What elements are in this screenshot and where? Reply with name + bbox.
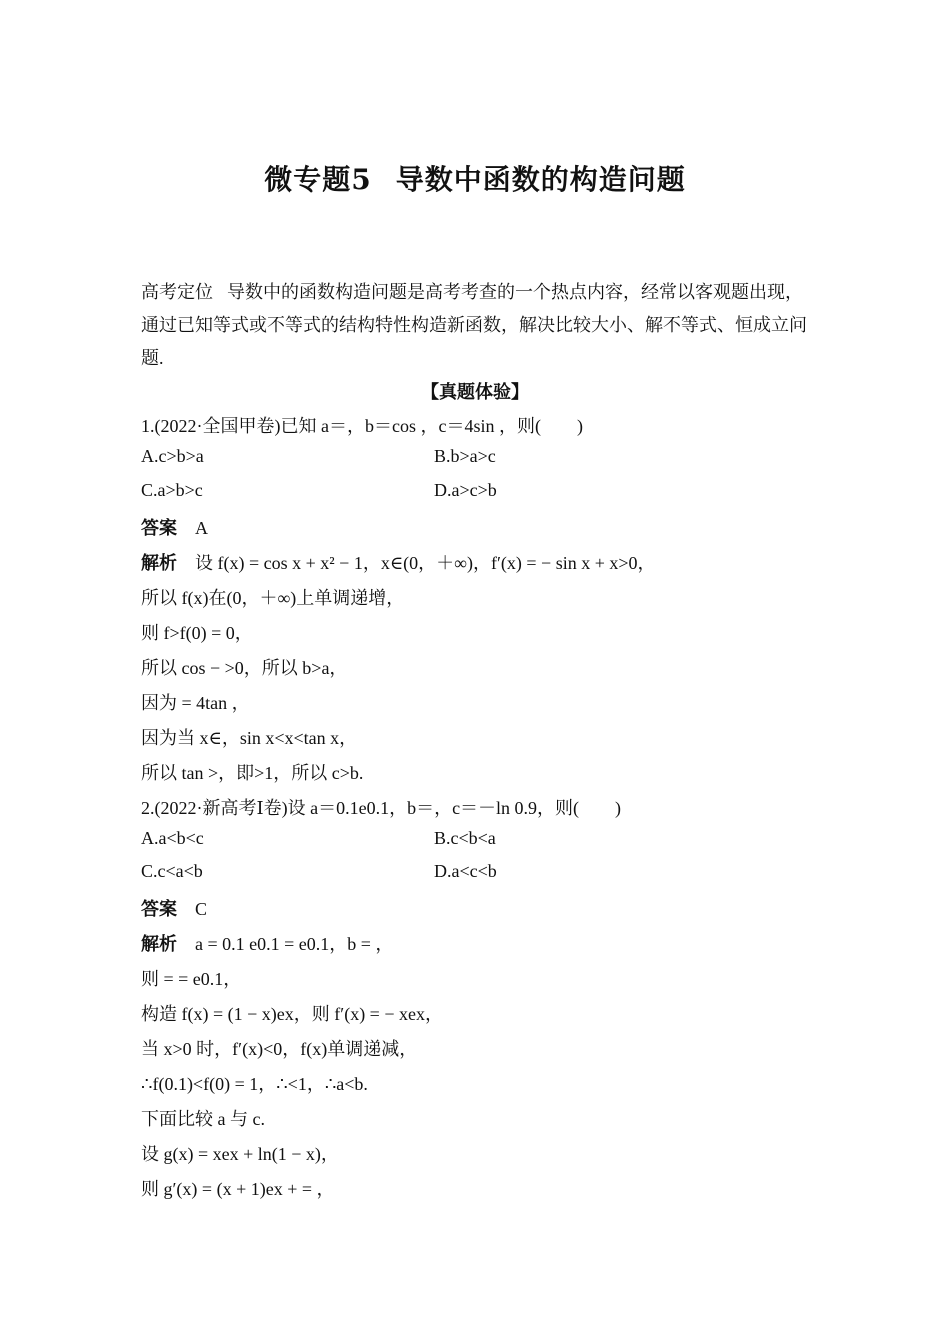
title-prefix: 微专题5 bbox=[264, 163, 372, 196]
intro-lead: 高考定位 bbox=[141, 282, 213, 302]
answer-label: 答案 bbox=[141, 899, 177, 919]
q1-answer bbox=[141, 514, 208, 540]
page-title bbox=[0, 158, 950, 198]
q2-option-a: A.a<b<c bbox=[141, 828, 204, 848]
section-heading: 【真题体验】 bbox=[421, 382, 529, 402]
analysis-label: 解析 bbox=[141, 934, 177, 954]
intro-paragraph bbox=[141, 276, 811, 375]
q2-answer bbox=[141, 895, 207, 921]
answer-label: 答案 bbox=[141, 518, 177, 538]
q1-analysis-line bbox=[141, 549, 656, 575]
q1-option-d: D.a>c>b bbox=[434, 480, 497, 500]
q2-answer-value: C bbox=[195, 899, 208, 919]
q2-analysis-line: 设 g(x) = xex + ln(1 − x)， bbox=[141, 1144, 339, 1164]
q2-analysis-text: a = 0.1 e0.1 = e0.1，b = ， bbox=[195, 934, 394, 954]
q1-analysis-line: 所以 cos − >0，所以 b>a， bbox=[141, 658, 348, 678]
intro-text: 导数中的函数构造问题是高考考查的一个热点内容，经常以客观题出现，通过已知等式或不等式的结构特性构造新函数，解决比较大小、解不等式、恒成立问题. bbox=[141, 282, 807, 368]
q1-option-a: A.c>b>a bbox=[141, 446, 204, 466]
q2-analysis-line bbox=[141, 930, 393, 956]
q2-option-b: B.c<b<a bbox=[434, 828, 496, 848]
q2-analysis-line: 构造 f(x) = (1 − x)ex，则 f′(x) = − xex， bbox=[141, 1004, 443, 1024]
q1-analysis-line: 所以 f(x)在(0，＋∞)上单调递增， bbox=[141, 588, 405, 608]
title-main: 导数中函数的构造问题 bbox=[395, 163, 686, 196]
q2-stem: 2.(2022·新高考Ⅰ卷)设 a＝0.1e0.1，b＝，c＝－ln 0.9，则( ) bbox=[141, 798, 622, 818]
q1-analysis-line: 因为 = 4tan ， bbox=[141, 693, 250, 713]
q1-analysis-line: 所以 tan >，即>1，所以 c>b. bbox=[141, 763, 364, 783]
q2-analysis-line: 下面比较 a 与 c. bbox=[141, 1109, 265, 1129]
q1-option-b: B.b>a>c bbox=[434, 446, 496, 466]
analysis-label: 解析 bbox=[141, 553, 177, 573]
q2-option-d: D.a<c<b bbox=[434, 861, 497, 881]
q1-stem: 1.(2022·全国甲卷)已知 a＝，b＝cos ，c＝4sin ，则( ) bbox=[141, 416, 583, 436]
q2-analysis-line: 当 x>0 时，f′(x)<0，f(x)单调递减， bbox=[141, 1039, 418, 1059]
q1-analysis-line: 因为当 x∈，sin x<x<tan x， bbox=[141, 728, 358, 748]
q1-answer-value: A bbox=[195, 518, 208, 538]
q1-option-c: C.a>b>c bbox=[141, 480, 203, 500]
q2-analysis-line: ∴f(0.1)<f(0) = 1，∴<1，∴a<b. bbox=[141, 1074, 368, 1094]
q1-analysis-text: 设 f(x) = cos x + x² − 1，x∈(0，＋∞)，f′(x) = − sin x + x>0， bbox=[195, 553, 656, 573]
q2-analysis-line: 则 g′(x) = (x + 1)ex + = ， bbox=[141, 1179, 335, 1199]
q2-analysis-line: 则 = = e0.1， bbox=[141, 969, 242, 989]
q1-analysis-line: 则 f>f(0) = 0， bbox=[141, 623, 253, 643]
q2-option-c: C.c<a<b bbox=[141, 861, 203, 881]
